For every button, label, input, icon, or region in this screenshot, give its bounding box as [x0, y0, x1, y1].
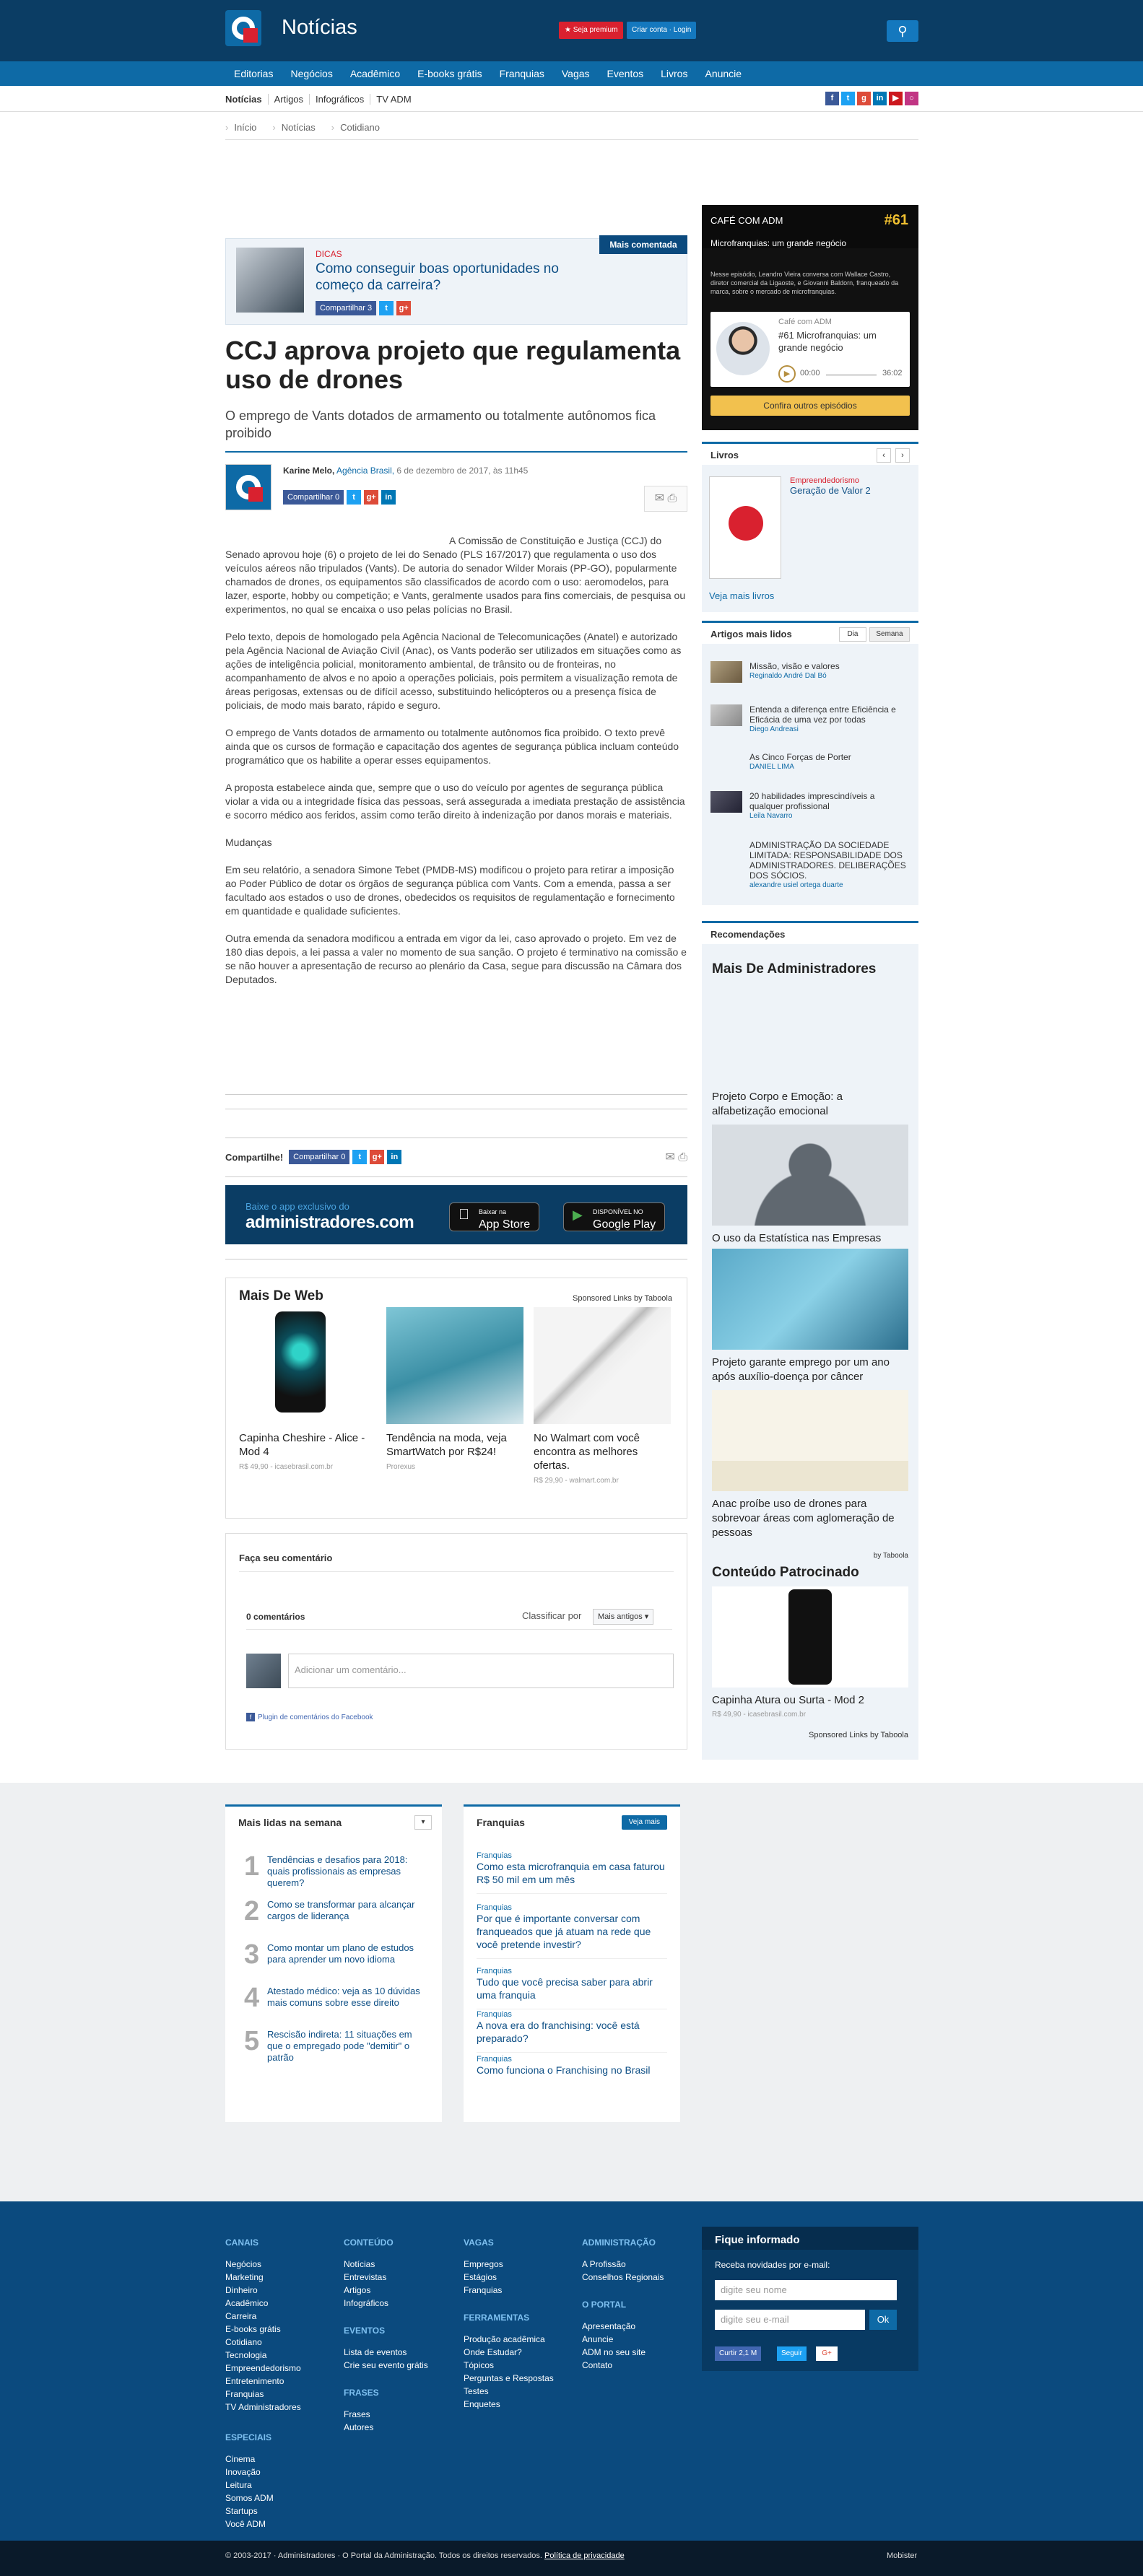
comments-box [225, 1533, 687, 1750]
recommendation-card[interactable] [712, 1125, 908, 1246]
footer-link[interactable]: Produção acadêmica [464, 2334, 545, 2344]
player-title: #61 Microfranquias: um grande negócio [778, 330, 877, 353]
footer-heading: ESPECIAIS [225, 2432, 272, 2442]
section-title: Mais De Administradores [712, 961, 877, 977]
chevron-down-icon[interactable]: ▾ [414, 1815, 432, 1830]
divider [239, 1571, 674, 1572]
recommendations-widget [702, 921, 918, 1760]
twitter-icon[interactable]: t [841, 92, 855, 105]
item-title: 20 habilidades imprescindíveis a qualquer profissional [749, 791, 875, 811]
divider [225, 1176, 687, 1177]
footer-link[interactable]: Entretenimento [225, 2376, 284, 2386]
footer-link[interactable]: Lista de eventos [344, 2347, 407, 2357]
ranked-item[interactable] [244, 1983, 432, 2020]
card-title[interactable]: Capinha Atura ou Surta - Mod 2 [712, 1694, 864, 1706]
card-image [712, 1249, 908, 1350]
card-image [712, 1586, 908, 1688]
sponsored-links[interactable]: Sponsored Links by Taboola [808, 1731, 908, 1739]
facebook-plugin-link[interactable] [246, 1713, 373, 1721]
item-author: Leila Navarro [749, 812, 793, 820]
facebook-share-button[interactable]: Compartilhar 0 [283, 490, 344, 505]
most-commented-badge[interactable]: Mais comentada [599, 235, 687, 254]
taboola-credit[interactable]: by Taboola [873, 1552, 908, 1560]
footer-col-canais [225, 2237, 341, 2531]
play-icon[interactable]: ▶ [778, 365, 796, 383]
store-small-label: DISPONÍVEL NO [593, 1208, 643, 1215]
card-title[interactable]: Projeto garante emprego por um ano após auxílio-doença por câncer [712, 1356, 890, 1383]
item-category: Franquias [477, 2055, 512, 2064]
copyright [225, 2551, 625, 2560]
promo-image [236, 248, 304, 313]
footer-link[interactable]: Tópicos [464, 2360, 495, 2370]
subnav-item[interactable]: Notícias [225, 94, 269, 105]
footer-link[interactable]: Leitura [225, 2480, 252, 2490]
footer-link[interactable]: Carreira [225, 2311, 257, 2321]
tab-week[interactable]: Semana [869, 627, 910, 642]
nav-item[interactable]: Vagas [561, 68, 590, 79]
byline [283, 466, 528, 476]
footer-link[interactable]: Conselhos Regionais [582, 2272, 664, 2282]
footer-link[interactable]: ADM no seu site [582, 2347, 646, 2357]
footer-link[interactable]: Franquias [464, 2285, 503, 2295]
item-author: Diego Andreasi [749, 725, 799, 733]
footer-link[interactable]: Inovação [225, 2467, 261, 2477]
book-title[interactable]: Geração de Valor 2 [790, 485, 871, 496]
recommendation-card[interactable] [712, 1084, 908, 1119]
ranked-item[interactable] [244, 2026, 432, 2064]
cafe-label: CAFÉ COM ADM [710, 215, 783, 226]
item-author: Reginaldo André Dal Bó [749, 672, 827, 680]
store-label: Google Play [593, 1218, 656, 1231]
breadcrumb-item[interactable]: Cotidiano [340, 122, 381, 133]
breadcrumb-item[interactable]: Notícias [281, 122, 316, 133]
name-input[interactable]: digite seu nome [715, 2280, 897, 2300]
footer-link[interactable]: Dinheiro [225, 2285, 258, 2295]
item-title: Entenda a diferença entre Eficiência e Eficácia de uma vez por todas [749, 704, 896, 725]
article-body [225, 534, 687, 1000]
item-title[interactable]: Como funciona o Franchising no Brasil [477, 2064, 651, 2076]
footer-link[interactable]: Estágios [464, 2272, 497, 2282]
google-play-button[interactable] [563, 1202, 665, 1231]
promo-tag: DICAS [316, 249, 342, 259]
card-source: Prorexus [386, 1463, 416, 1471]
item-title[interactable]: Tudo que você precisa saber para abrir uma franquia [477, 1976, 653, 2001]
article-paragraph: Outra emenda da senadora modificou a entrada em vigor da lei, caso aprovado o projeto. Em vez de 180 dias depois, a lei passa a valer no momento de sua sanção. O projeto é terminativo na comissão e se não houver a apresentação de recurso ao plenário da Casa, segue para discussão na Câmara dos Deputados. [225, 933, 687, 985]
box-title: Franquias [477, 1817, 525, 1828]
footer-link[interactable]: E-books grátis [225, 2324, 281, 2334]
time-start: 00:00 [800, 369, 820, 377]
card-source: R$ 49,90 - icasebrasil.com.br [239, 1463, 334, 1471]
more-episodes-button[interactable]: Confira outros episódios [710, 396, 910, 416]
item-title[interactable]: Como esta microfranquia em casa faturou R$ 50 mil em um mês [477, 1861, 665, 1885]
bottom-share [225, 1148, 687, 1166]
widget-header [702, 921, 918, 944]
widget-title: Recomendações [710, 929, 786, 940]
article-paragraph: A proposta estabelece ainda que, sempre que o uso do veículo por agentes de segurança pública violar a vida ou a integridade física das pessoas, será assegurada a imediata prestação de assistência e socorro médico aos feridos, assim como terão direito à indenização por danos morais e materiais. [225, 782, 685, 821]
divider [246, 1629, 672, 1630]
audio-player[interactable] [710, 312, 910, 387]
recommendation-card[interactable] [386, 1307, 523, 1471]
item-category: Franquias [477, 1967, 512, 1975]
episode-title: Microfranquias: um grande negócio [710, 238, 847, 248]
footer-heading: ADMINISTRAÇÃO [582, 2237, 656, 2248]
promo-title[interactable]: Como conseguir boas oportunidades no começo da carreira? [316, 261, 559, 293]
rank-number: 4 [244, 1983, 260, 2013]
widget-title: Mais De Web [239, 1288, 323, 1304]
time-end: 36:02 [882, 369, 903, 377]
article-paragraph: A Comissão de Constituição e Justiça (CCJ) do Senado aprovou hoje (6) o projeto de lei do Senado (PLS 167/2017) que regulamenta o uso dos veículos aéreos não tripulados (Vants). De autoria do senador Wilder Morais (PP-GO), popularmente chamados de drones, os equipamentos são classificados de acordo com o uso: aeromodelos, para lazer, esporte, hobby ou competição; e Vants, geralmente usados para fins comerciais, de pesquisa ou experimentos, no qual se encaixa o uso pelas polícias no Brasil. [225, 535, 686, 615]
footer-link[interactable]: Entrevistas [344, 2272, 387, 2282]
google-plus-icon[interactable]: g+ [396, 301, 411, 315]
franchises-box [464, 1804, 680, 2122]
more-books-link[interactable]: Veja mais livros [709, 590, 775, 601]
google-play-icon: ▶ [573, 1208, 583, 1222]
app-banner-text: Baixe o app exclusivo do [245, 1201, 349, 1212]
facebook-share-button[interactable]: Compartilhar 3 [316, 301, 376, 315]
linkedin-icon[interactable]: in [381, 490, 396, 505]
footer-link[interactable]: TV Administradores [225, 2402, 301, 2412]
item-title[interactable]: A nova era do franchising: você está preparado? [477, 2020, 640, 2044]
plugin-text: Plugin de comentários do Facebook [258, 1713, 373, 1721]
article-paragraph: O emprego de Vants dotados de armamento ou totalmente autônomos fica proibido. O texto prevê ainda que os cursos de formação e capacitação dos agentes de segurança pública incluam conteúdo programático que os habilite a operar esses equipamentos. [225, 727, 679, 766]
linkedin-icon[interactable]: in [387, 1150, 401, 1164]
card-image [534, 1307, 671, 1424]
footer-link[interactable]: Cinema [225, 2454, 256, 2464]
recommendation-card[interactable] [712, 1390, 908, 1540]
host-photo [716, 322, 770, 375]
footer-col-conteudo [344, 2237, 459, 2434]
sponsored-card[interactable] [712, 1586, 908, 1719]
footer-heading: FERRAMENTAS [464, 2313, 530, 2323]
item-title: Missão, visão e valores [749, 661, 840, 671]
sponsored-links[interactable]: Sponsored Links by Taboola [572, 1294, 672, 1303]
article-paragraph: Pelo texto, depois de homologado pela Agência Nacional de Telecomunicações (Anatel) e autorizado pela Agência Nacional de Aviação Civil (Anac), os Vants poderão ser utilizados em situações como as ações de inteligência policial, monitoramento ambiental, de trânsito ou de fronteiras, no acompanhamento de alvos e no apoio a operações policiais, pois permitem a visualização remota de áreas perigosas, extensas ou de difícil acesso, substituindo helicópteros ou a presença física de policiais, de modo mais barato, rápido e seguro. [225, 631, 682, 711]
rank-title[interactable]: Atestado médico: veja as 10 dúvidas mais comuns sobre esse direito [267, 1986, 420, 2008]
nav-item[interactable]: Anuncie [705, 68, 742, 79]
episode-number: #61 [884, 212, 908, 228]
item-title[interactable]: Por que é importante conversar com franqueados que já atuam na rede que você pretende investir? [477, 1913, 651, 1950]
agency-name[interactable]: Agência Brasil, [336, 466, 395, 476]
article-subtitle: O emprego de Vants dotados de armamento ou totalmente autônomos fica proibido [225, 409, 656, 440]
email-input[interactable]: digite seu e-mail [715, 2310, 865, 2330]
footer-col-vagas [464, 2237, 579, 2411]
most-read-widget [702, 621, 918, 905]
twitter-follow-button[interactable]: Seguir [777, 2346, 807, 2361]
subnav-item[interactable]: Artigos [269, 94, 310, 105]
nav-item[interactable]: Livros [661, 68, 688, 79]
item-title: As Cinco Forças de Porter [749, 752, 851, 762]
author-name[interactable]: Karine Melo, [283, 466, 335, 476]
breadcrumb: › Início › Notícias › Cotidiano [225, 115, 918, 140]
rank-number: 3 [244, 1939, 260, 1970]
prev-arrow-icon[interactable]: ‹ [877, 448, 891, 463]
card-title[interactable]: Anac proíbe uso de drones para sobrevoar áreas com aglomeração de pessoas [712, 1498, 895, 1539]
article-subheading: Mudanças [225, 837, 272, 848]
bottom-highlights [0, 1783, 1143, 2201]
footer-link[interactable]: Tecnologia [225, 2350, 267, 2360]
twitter-icon[interactable]: t [379, 301, 394, 315]
facebook-like-button[interactable]: Curtir 2,1 M [715, 2346, 761, 2361]
app-banner[interactable] [225, 1185, 687, 1244]
facebook-share-button[interactable]: Compartilhar 0 [289, 1150, 349, 1164]
franchise-item[interactable] [477, 1967, 667, 2009]
week-most-read [225, 1804, 442, 2122]
item-author: DANIEL LIMA [749, 763, 794, 771]
footer-link[interactable]: Marketing [225, 2272, 264, 2282]
card-title[interactable]: O uso da Estatística nas Empresas [712, 1232, 882, 1244]
twitter-icon[interactable]: t [352, 1150, 367, 1164]
comment-input[interactable]: Adicionar um comentário... [288, 1654, 674, 1688]
widget-title: Livros [710, 450, 739, 460]
footer-link[interactable]: Empregos [464, 2259, 503, 2269]
footer-link[interactable]: Testes [464, 2386, 489, 2396]
linkedin-icon[interactable]: in [873, 92, 887, 105]
franchise-item[interactable] [477, 2010, 667, 2053]
apple-icon [458, 1209, 469, 1221]
mobister-credit[interactable]: Mobister [887, 2551, 918, 2560]
next-arrow-icon[interactable]: › [895, 448, 910, 463]
footer-link[interactable]: Você ADM [225, 2519, 266, 2529]
nav-item[interactable]: Editorias [234, 68, 274, 79]
google-plus-icon[interactable]: g [857, 92, 871, 105]
nav-item[interactable]: Eventos [607, 68, 644, 79]
print-email-tools[interactable]: ✉ ⎙ [644, 486, 687, 512]
item-title: ADMINISTRAÇÃO DA SOCIEDADE LIMITADA: RESPONSABILIDADE DOS ADMINISTRADORES. DELIBERAÇÕES DOS SÓCIOS. [749, 840, 906, 881]
instagram-icon[interactable]: ○ [905, 92, 918, 105]
subnav-item[interactable]: TV ADM [376, 93, 412, 105]
footer-link[interactable]: Frases [344, 2409, 370, 2419]
footer-link[interactable]: Franquias [225, 2389, 264, 2399]
comments-title: Faça seu comentário [239, 1553, 333, 1563]
book-category: Empreendedorismo [790, 476, 859, 485]
books-widget [702, 442, 918, 612]
comment-count: 0 comentários [246, 1612, 305, 1622]
copyright-text: © 2003-2017 · Administradores · O Portal da Administração. Todos os direitos reservados. [225, 2551, 542, 2560]
franchise-item[interactable] [477, 1851, 667, 1894]
login-button[interactable]: Criar conta · Login [627, 22, 696, 39]
google-plus-icon[interactable]: g+ [364, 490, 378, 505]
player-source: Café com ADM [778, 318, 832, 326]
footer-link[interactable]: Artigos [344, 2285, 371, 2295]
footer-link[interactable]: Startups [225, 2506, 258, 2516]
widget-title: Artigos mais lidos [710, 629, 792, 639]
nav-item[interactable]: Acadêmico [349, 68, 401, 79]
footer-link[interactable]: Somos ADM [225, 2493, 274, 2503]
tab-day[interactable]: Dia [839, 627, 866, 642]
premium-button[interactable]: ★ Seja premium [559, 22, 623, 39]
facebook-icon[interactable]: f [825, 92, 839, 105]
card-image [386, 1307, 523, 1424]
nav-item[interactable]: E-books grátis [417, 68, 482, 79]
author-box [225, 451, 687, 516]
user-avatar [246, 1654, 281, 1688]
google-plus-icon[interactable]: G+ [816, 2346, 838, 2361]
print-email-tools[interactable]: ✉ ⎙ [665, 1151, 687, 1163]
ranked-item[interactable] [244, 1896, 432, 1934]
nav-item[interactable]: Franquias [499, 68, 544, 79]
footer-link[interactable]: Onde Estudar? [464, 2347, 522, 2357]
card-image [712, 1125, 908, 1226]
app-banner-brand: administradores.com [245, 1213, 414, 1232]
item-category: Franquias [477, 1903, 512, 1912]
rank-number: 2 [244, 1896, 260, 1926]
progress-bar[interactable] [826, 374, 877, 376]
footer-link[interactable]: Apresentação [582, 2321, 636, 2331]
rank-title[interactable]: Rescisão indireta: 11 situações em que o empregado pode "demitir" o patrão [267, 2029, 412, 2063]
card-source: R$ 29,90 - walmart.com.br [534, 1477, 619, 1485]
footer-link[interactable]: Infográficos [344, 2298, 389, 2308]
author-avatar [225, 464, 271, 510]
footer-heading: FRASES [344, 2388, 379, 2398]
book-cover[interactable] [709, 476, 781, 579]
cafe-com-adm-widget [702, 205, 918, 430]
item-category: Franquias [477, 2010, 512, 2019]
see-more-button[interactable]: Veja mais [622, 1815, 667, 1830]
subnav-item[interactable]: Infográficos [310, 94, 370, 105]
footer-link[interactable]: Negócios [225, 2259, 262, 2269]
franchise-item[interactable] [477, 2055, 667, 2084]
newsletter-title: Fique informado [702, 2227, 918, 2250]
footer-heading: VAGAS [464, 2237, 494, 2248]
youtube-icon[interactable]: ▶ [889, 92, 903, 105]
rank-title[interactable]: Como montar um plano de estudos para aprender um novo idioma [267, 1942, 414, 1965]
app-store-button[interactable] [449, 1202, 539, 1231]
widget-header [702, 621, 918, 644]
site-section-title: Notícias [282, 16, 357, 39]
item-thumbnail [710, 704, 742, 726]
store-small-label: Baixar na [479, 1208, 507, 1215]
franchise-item[interactable] [477, 1903, 667, 1959]
footer-link[interactable]: Crie seu evento grátis [344, 2360, 428, 2370]
privacy-link[interactable]: Política de privacidade [544, 2551, 625, 2560]
footer-link[interactable]: Contato [582, 2360, 613, 2370]
card-title[interactable]: Projeto Corpo e Emoção: a alfabetização emocional [712, 1091, 843, 1117]
section-title: Conteúdo Patrocinado [712, 1565, 859, 1580]
footer-heading: CANAIS [225, 2237, 259, 2248]
taboola-widget [225, 1278, 687, 1519]
recommendation-card[interactable] [534, 1307, 671, 1485]
footer-link[interactable]: A Profissão [582, 2259, 626, 2269]
item-thumbnail [710, 661, 742, 683]
publish-date: 6 de dezembro de 2017, às 11h45 [396, 466, 529, 476]
footer-col-administracao [582, 2237, 697, 2372]
footer-heading: CONTEÚDO [344, 2237, 394, 2248]
rank-title[interactable]: Como se transformar para alcançar cargos de liderança [267, 1899, 415, 1921]
promo-share [316, 301, 411, 315]
nav-item[interactable]: Negócios [290, 68, 333, 79]
rank-number: 1 [244, 1851, 260, 1882]
breadcrumb-item[interactable]: Início [234, 122, 257, 133]
recommendation-card[interactable] [712, 1249, 908, 1384]
newsletter-label: Receba novidades por e-mail: [715, 2260, 830, 2270]
footer-link[interactable]: Cotidiano [225, 2337, 262, 2347]
card-title[interactable]: Capinha Cheshire - Alice - Mod 4 [239, 1432, 365, 1458]
footer-link[interactable]: Anuncie [582, 2334, 614, 2344]
item-category: Franquias [477, 1851, 512, 1860]
facebook-icon: f [246, 1713, 255, 1721]
card-title[interactable]: Tendência na moda, veja SmartWatch por R$24! [386, 1432, 507, 1458]
footer-link[interactable]: Enquetes [464, 2399, 500, 2409]
share-label: Compartilhe! [225, 1151, 284, 1163]
item-author: alexandre usiel ortega duarte [749, 881, 843, 889]
rank-number: 5 [244, 2026, 260, 2056]
ranked-item[interactable] [244, 1851, 432, 1889]
footer-link[interactable]: Autores [344, 2422, 374, 2432]
search-icon[interactable]: ⚲ [887, 20, 918, 42]
card-title[interactable]: No Walmart com você encontra as melhores ofertas. [534, 1432, 640, 1472]
footer-link[interactable]: Notícias [344, 2259, 375, 2269]
footer-link[interactable]: Acadêmico [225, 2298, 269, 2308]
footer-heading: EVENTOS [344, 2326, 386, 2336]
card-source: R$ 49,90 - icasebrasil.com.br [712, 1711, 807, 1719]
ranked-item[interactable] [244, 1939, 432, 1977]
widget-header [702, 442, 918, 465]
article-paragraph: Em seu relatório, a senadora Simone Tebet (PMDB-MS) modificou o projeto para retirar a imposição ao Poder Público de dotar os órgãos de segurança pública com Vants. Com a emenda, passa a ser facultado aos estados o uso de drones, obedecidos os requisitos de regulamentação e fornecimento em quantidade e qualidade suficientes. [225, 864, 675, 917]
item-thumbnail [710, 791, 742, 813]
footer-link[interactable]: Perguntas e Respostas [464, 2373, 554, 2383]
google-plus-icon[interactable]: g+ [370, 1150, 384, 1164]
footer-heading: O PORTAL [582, 2300, 627, 2310]
article-share [283, 490, 396, 505]
twitter-icon[interactable]: t [347, 490, 361, 505]
episode-description: Nesse episódio, Leandro Vieira conversa com Wallace Castro, diretor comercial da Ligaoste, e Giovanni Baldorn, franqueado da marca, sobre o mercado de microfranquias. [710, 271, 899, 295]
rank-title[interactable]: Tendências e desafios para 2018: quais profissionais as empresas querem? [267, 1854, 408, 1888]
card-image [712, 1390, 908, 1491]
subscribe-button[interactable]: Ok [869, 2310, 897, 2330]
box-title: Mais lidas na semana [238, 1817, 342, 1828]
newsletter-box [702, 2227, 918, 2371]
divider [225, 1094, 687, 1095]
recommendation-card[interactable] [239, 1307, 376, 1471]
store-label: App Store [479, 1218, 531, 1231]
sort-select[interactable]: Mais antigos ▾ [593, 1609, 653, 1625]
card-image [239, 1307, 376, 1424]
sort-label: Classificar por [522, 1610, 582, 1621]
footer-link[interactable]: Empreendedorismo [225, 2363, 301, 2373]
article-title: CCJ aprova projeto que regulamenta uso de drones [225, 336, 681, 394]
